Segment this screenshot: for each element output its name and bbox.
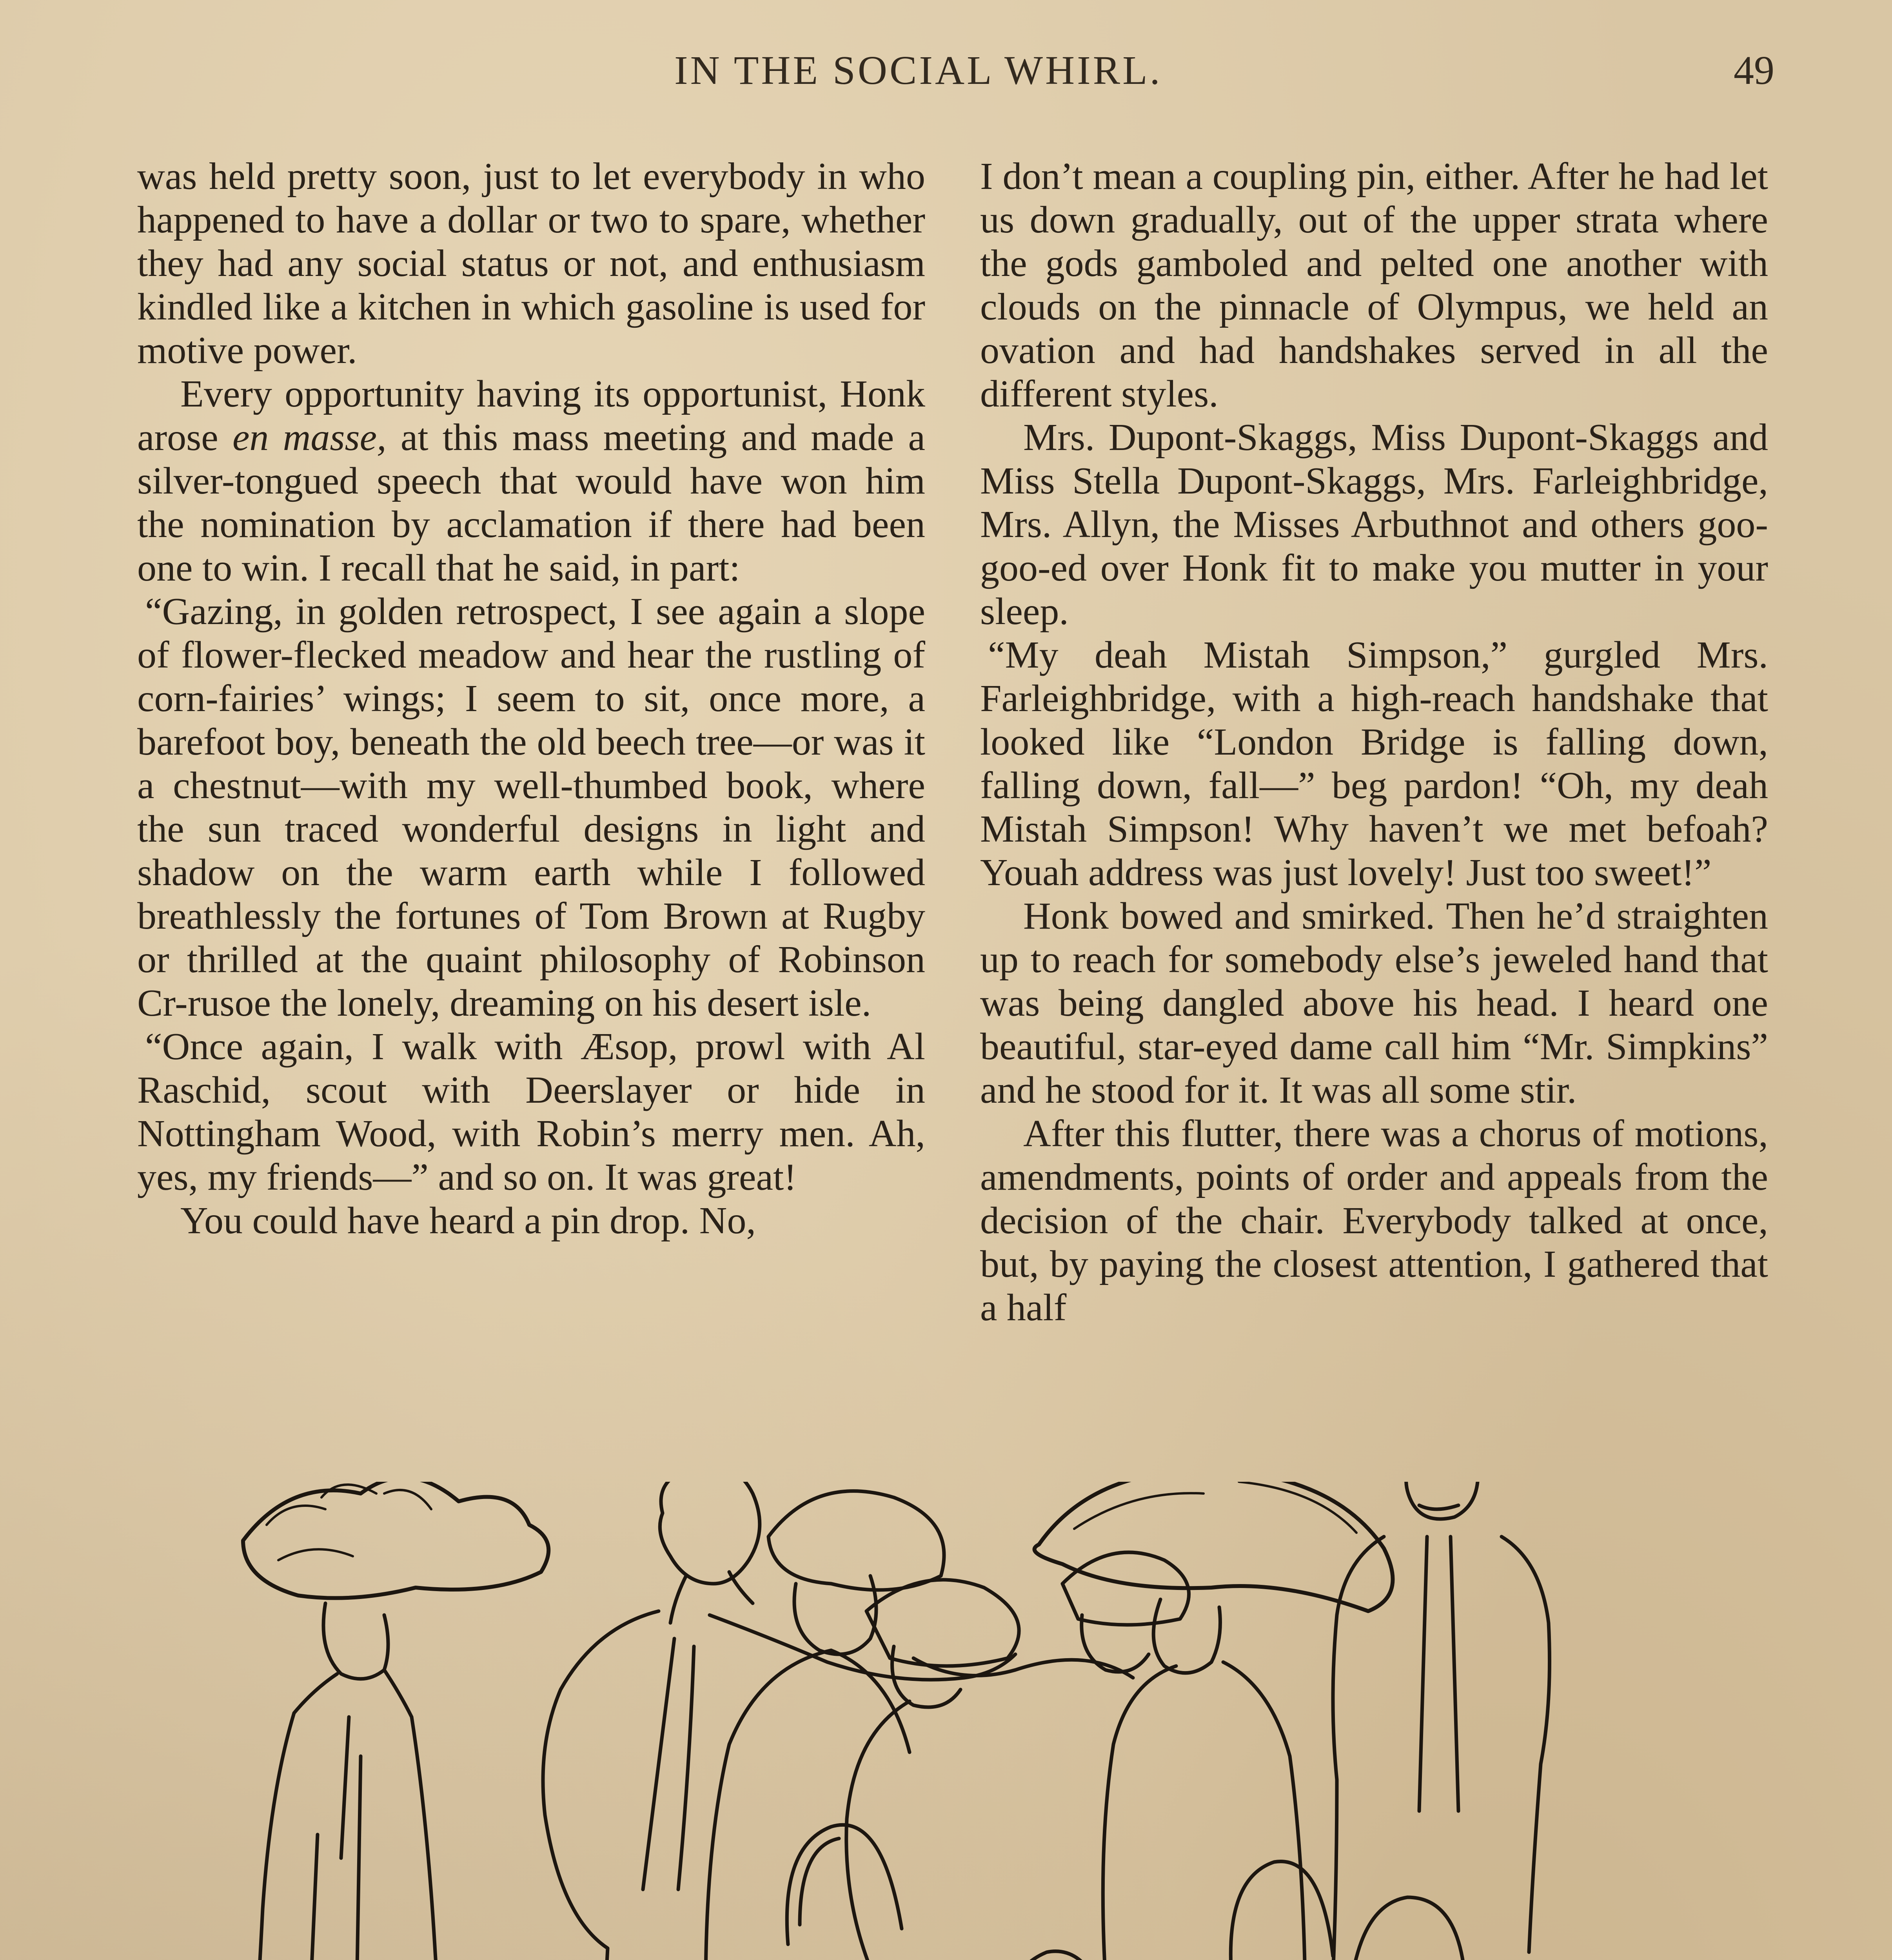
- left-column: [137, 155, 925, 1243]
- paragraph: Honk bowed and smirked. Then he’d straighten up to reach for somebody else’s jeweled hand that was being dangled above his head. I heard one beautiful, star-eyed dame call him “Mr. Simpkins” and he stood for it. It was all some stir.: [980, 895, 1768, 1111]
- text-run: at this mass meeting and made a silver-tongued speech that would have won him the nomination by acclamation if there had been one to win. I recall that he said, in part:: [137, 416, 925, 589]
- paragraph: “Once again, I walk with Æsop, prowl with Al Raschid, scout with Deerslayer or hide in Nottingham Wood, with Robin’s merry men. Ah, yes, my friends—” and so on. It was great!: [137, 1025, 925, 1198]
- illustration: [220, 1482, 1662, 1960]
- paragraph: Mrs. Dupont-Skaggs, Miss Dupont-Skaggs and Miss Stella Dupont-Skaggs, Mrs. Farleighbridge, Mrs. Allyn, the Misses Arbuthnot and others goo-goo-ed over Honk fit to make you mutter in your sleep.: [980, 416, 1768, 633]
- text-run: Every opportunity having its opportunist, Honk arose: [137, 373, 925, 459]
- seated-ladies-group: [706, 1491, 1189, 1960]
- paragraph: [137, 372, 925, 590]
- chair: [1204, 1862, 1337, 1960]
- italic-phrase: en masse,: [232, 416, 387, 459]
- paragraph: I don’t mean a coupling pin, either. After he had let us down gradually, out of the upper strata where the gods gamboled and pelted one another with clouds on the pinnacle of Olympus, we held an ovation and had handshakes served in all the different styles.: [980, 155, 1768, 415]
- chair: [1333, 1897, 1474, 1960]
- page-number: 49: [1734, 48, 1774, 93]
- paragraph: “Gazing, in golden retrospect, I see again a slope of flower-flecked meadow and hear the rustling of corn-fairies’ wings; I seem to sit, once more, a barefoot boy, beneath the old beech tree—or was it a chestnut—with my well-thumbed book, where the sun traced wonderful designs in light and shadow on the warm earth while I followed breathlessly the fortunes of Tom Brown at Rugby or thrilled at the quaint philosophy of Robinson Cr-rusoe the lonely, dreaming on his desert isle.: [137, 590, 925, 1024]
- lady-right-figure: [913, 1482, 1393, 1960]
- paragraph: After this flutter, there was a chorus of motions, amendments, points of order and appeals from the decision of the chair. Everybody talked at once, but, by paying the closest attention, I gathered that a half: [980, 1112, 1768, 1329]
- paragraph: was held pretty soon, just to let everybody in who happened to have a dollar or two to spare, whether they had any social status or not, and enthusiasm kindled like a kitchen in which gasoline is used for motive power.: [137, 155, 925, 372]
- chair: [957, 1951, 1133, 1960]
- running-title: IN THE SOCIAL WHIRL.: [674, 48, 1162, 93]
- paragraph: You could have heard a pin drop. No,: [180, 1200, 756, 1242]
- lady-left-figure: [220, 1482, 548, 1960]
- right-column: [980, 155, 1768, 1330]
- illustration-drawing: [220, 1482, 1662, 1960]
- paragraph: “My deah Mistah Simpson,” gurgled Mrs. Farleighbridge, with a high-reach handshake that looked like “London Bridge is falling down, falling down, fall—” beg pardon! “Oh, my deah Mistah Simpson! Why haven’t we met befoah? Youah address was just lovely! Just too sweet!”: [980, 634, 1768, 894]
- chair: [757, 1825, 906, 1960]
- page-header: [0, 47, 1892, 110]
- background-man-figure: [1333, 1482, 1550, 1960]
